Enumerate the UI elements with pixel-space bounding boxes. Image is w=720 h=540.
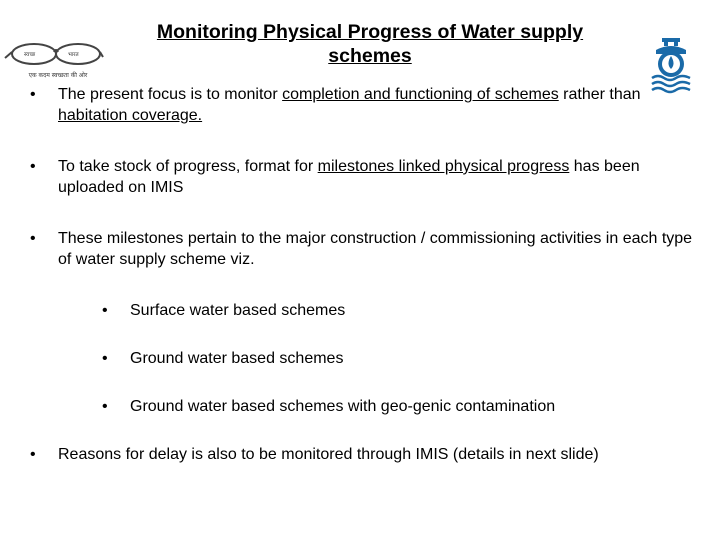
bullet-stock-progress <box>30 156 690 198</box>
bullet-marker: • <box>102 350 108 367</box>
text-run: The present focus is to monitor <box>58 86 283 103</box>
swachh-bharat-logo <box>4 40 104 84</box>
bullet-text <box>58 84 690 126</box>
text-run-underlined: completion and functioning of schemes <box>282 86 559 103</box>
text-run: To take stock of progress, format for <box>58 158 318 175</box>
bullet-marker: • <box>30 86 36 103</box>
bullet-marker: • <box>102 398 108 415</box>
sub-bullet-surface-water <box>102 300 662 321</box>
sub-bullet-ground-water <box>102 348 662 369</box>
sub-bullet-text: Ground water based schemes with geo-genic contamination <box>130 398 556 415</box>
bullet-text: Reasons for delay is also to be monitored through IMIS (details in next slide) <box>58 446 599 463</box>
sub-bullet-text: Surface water based schemes <box>130 302 346 319</box>
bullet-marker: • <box>102 302 108 319</box>
logo-caption: एक कदम स्वच्छता की ओर <box>28 72 88 79</box>
sub-bullet-geogenic <box>102 396 662 417</box>
bullet-milestones <box>30 228 696 270</box>
bullet-focus <box>30 84 690 126</box>
bullet-text <box>58 156 690 198</box>
bullet-text: These milestones pertain to the major construction / commissioning activities in each type of water supply scheme viz. <box>58 230 693 268</box>
bullet-marker: • <box>30 230 36 247</box>
text-run-underlined: habitation coverage. <box>58 107 203 124</box>
text-run-underlined: milestones linked physical progress <box>317 158 570 175</box>
bullet-marker: • <box>30 158 36 175</box>
slide-title: Monitoring Physical Progress of Water supply schemes <box>156 21 584 67</box>
logo-word-left: स्वच्छ <box>24 52 36 58</box>
text-run: rather than <box>558 86 641 103</box>
spectacles-icon <box>4 40 104 70</box>
bullet-marker: • <box>30 446 36 463</box>
logo-word-right: भारत <box>68 52 79 58</box>
text-run: has been uploaded on IMIS <box>58 158 640 196</box>
sub-bullet-text: Ground water based schemes <box>130 350 344 367</box>
bullet-reasons-delay <box>30 444 700 465</box>
